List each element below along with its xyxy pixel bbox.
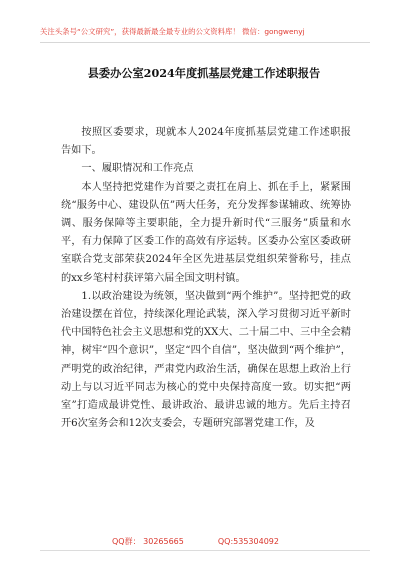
intro-paragraph: 按照区委要求，现就本人2024年度抓基层党建工作述职报告如下。 (61, 127, 351, 157)
document-title: 县委办公室2024年度抓基层党建工作述职报告 (87, 66, 321, 80)
top-promotional-banner: 关注头条号“公文研究”，获得最新最全最专业的公文资料库！ 微信：gongwenyj (40, 27, 305, 36)
qq-contact: QQ:535304092 (217, 537, 279, 546)
section-heading: 一、履职情况和工作亮点 (81, 163, 194, 175)
document-body (61, 124, 351, 433)
header-divider (40, 42, 370, 43)
footer-divider (40, 550, 370, 551)
footer-contact-info (112, 535, 308, 549)
body-paragraph-2: 1.以政治建设为统领，坚决做到“两个维护”。坚持把党的政治建设摆在首位，持续深化理论武装，深入学习贯彻习近平新时代中国特色社会主义思想和党的XX大、二十届二中、三中全会精神，树牢“四个意识”，坚定“四个自信”，坚决做到“两个维护”，严明党的政治纪律，严肃党内政治生活，确保在思想上政治上行动上与以习近平同志为核心的党中央保持高度一致。切实把“两室”打造成最讲党性、最讲政治、最讲忠诚的地方。先后主持召开6次室务会和12次支委会，专题研究部署党建工作，及 (61, 290, 351, 430)
qq-group-contact: QQ群： 30265665 (112, 537, 184, 546)
body-paragraph-1: 本人坚持把党建作为首要之责扛在肩上、抓在手上，紧紧围绕“服务中心、建设队伍”两大任务，充分发挥参谋辅政、统筹协调、服务保障等主要职能，全力提升新时代“三服务”质量和水平，有力保障了区委工作的高效有序运转。区委办公室区委政研室联合党支部荣获2024年全区先进基层党组织荣誉称号，挂点的xx乡笔村村获评第六届全国文明村镇。 (61, 181, 351, 284)
